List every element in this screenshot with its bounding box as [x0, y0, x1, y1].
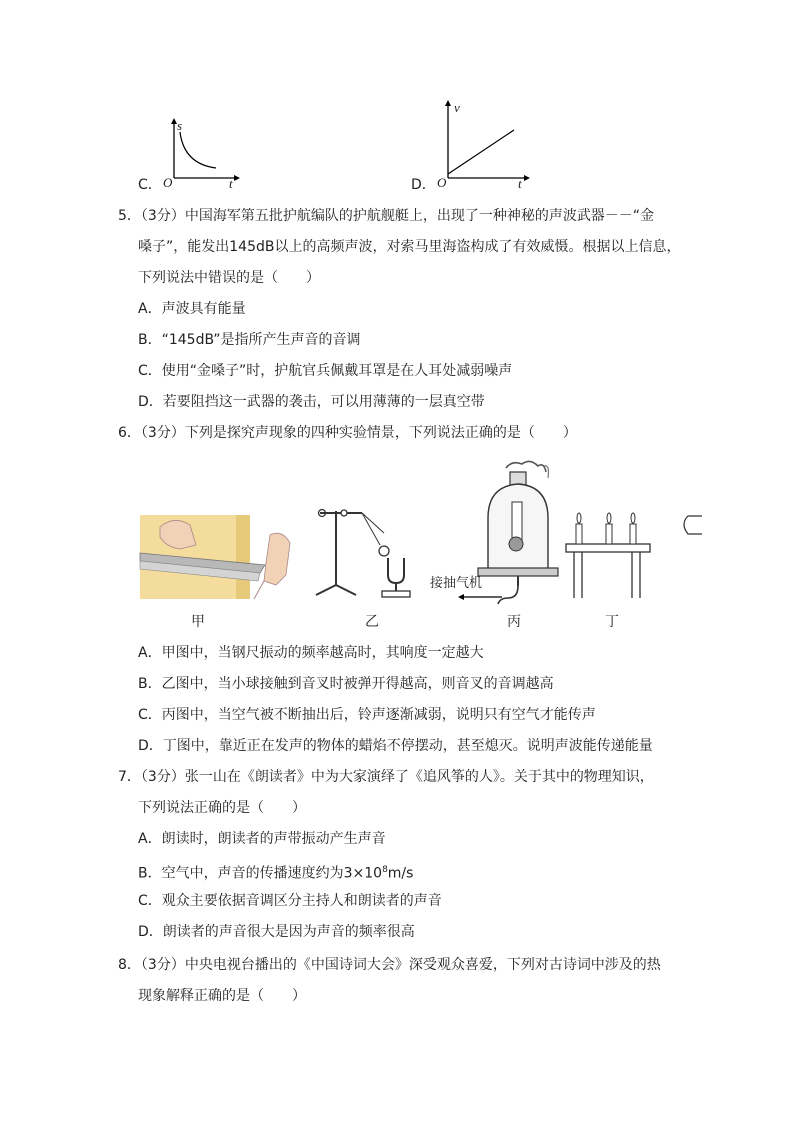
question-stem: 嗓子”，能发出145dB以上的高频声波，对索马里海盗构成了有效威慑。根据以上信息，: [138, 239, 681, 255]
origin-label: O: [163, 175, 173, 190]
question-stem: 下列说法正确的是（ ）: [138, 800, 306, 816]
option-c: C．观众主要依据音调区分主持人和朗读者的声音: [138, 893, 442, 909]
option-c: C．丙图中，当空气被不断抽出后，铃声逐渐减弱，说明只有空气才能传声: [138, 707, 596, 723]
v-t-graph: [434, 100, 530, 190]
option-a: A．声波具有能量: [138, 301, 246, 317]
option-b-text: B．空气中，声音的传播速度约为3×10: [138, 865, 383, 882]
question-stem: 下列说法中错误的是（ ）: [138, 270, 320, 286]
figure-jia-ruler-table: [140, 515, 300, 603]
figure-label-ding: 丁: [605, 614, 619, 630]
question-stem: 5．（3分）中国海军第五批护航编队的护航舰艇上，出现了一种神秘的声波武器－－“金: [118, 208, 655, 224]
option-d: D．朗读者的声音很大是因为声音的频率很高: [138, 924, 415, 940]
exponent: 8: [382, 865, 388, 875]
v-axis-label: v: [454, 100, 460, 115]
figure-ding-candles: [564, 512, 704, 604]
t-axis-label: t: [229, 176, 233, 191]
pump-arrow-icon: [458, 592, 502, 602]
figure-label-jia: 甲: [191, 614, 205, 630]
option-d: D．若要阻挡这一武器的袭击，可以用薄薄的一层真空带: [138, 394, 485, 410]
pump-label: 接抽气机: [430, 576, 483, 591]
figure-label-bing: 丙: [507, 614, 521, 630]
question-stem: 8．（3分）中央电视台播出的《中国诗词大会》深受观众喜爱，下列对古诗词中涉及的热: [118, 957, 661, 973]
option-b: [138, 860, 413, 884]
figure-yi-tuning-fork: [308, 503, 423, 603]
option-b: B．“145dB”是指所产生声音的音调: [138, 332, 361, 348]
unit: m/s: [387, 865, 414, 882]
question-stem: 6．（3分）下列是探究声现象的四种实验情景，下列说法正确的是（ ）: [118, 425, 577, 441]
option-d: D．丁图中，靠近正在发声的物体的蜡焰不停摆动，甚至熄灭。说明声波能传递能量: [138, 738, 653, 754]
s-axis-label: s: [177, 118, 183, 133]
option-a: A．甲图中，当钢尺振动的频率越高时，其响度一定越大: [138, 645, 484, 661]
question-stem: 7．（3分）张一山在《朗读者》中为大家演绎了《追风筝的人》。关于其中的物理知识，: [118, 769, 654, 785]
option-a: A．朗读时，朗读者的声带振动产生声音: [138, 831, 386, 847]
option-d-letter: D．: [411, 177, 436, 193]
option-c-letter: C．: [138, 177, 162, 193]
t-axis-label: t: [518, 176, 522, 191]
option-c: C．使用“金嗓子”时，护航官兵佩戴耳罩是在人耳处减弱噪声: [138, 363, 513, 379]
option-b: B．乙图中，当小球接触到音叉时被弹开得越高，则音叉的音调越高: [138, 676, 554, 692]
figure-label-yi: 乙: [365, 614, 379, 630]
question-stem: 现象解释正确的是（ ）: [138, 988, 306, 1004]
origin-label: O: [437, 175, 447, 190]
